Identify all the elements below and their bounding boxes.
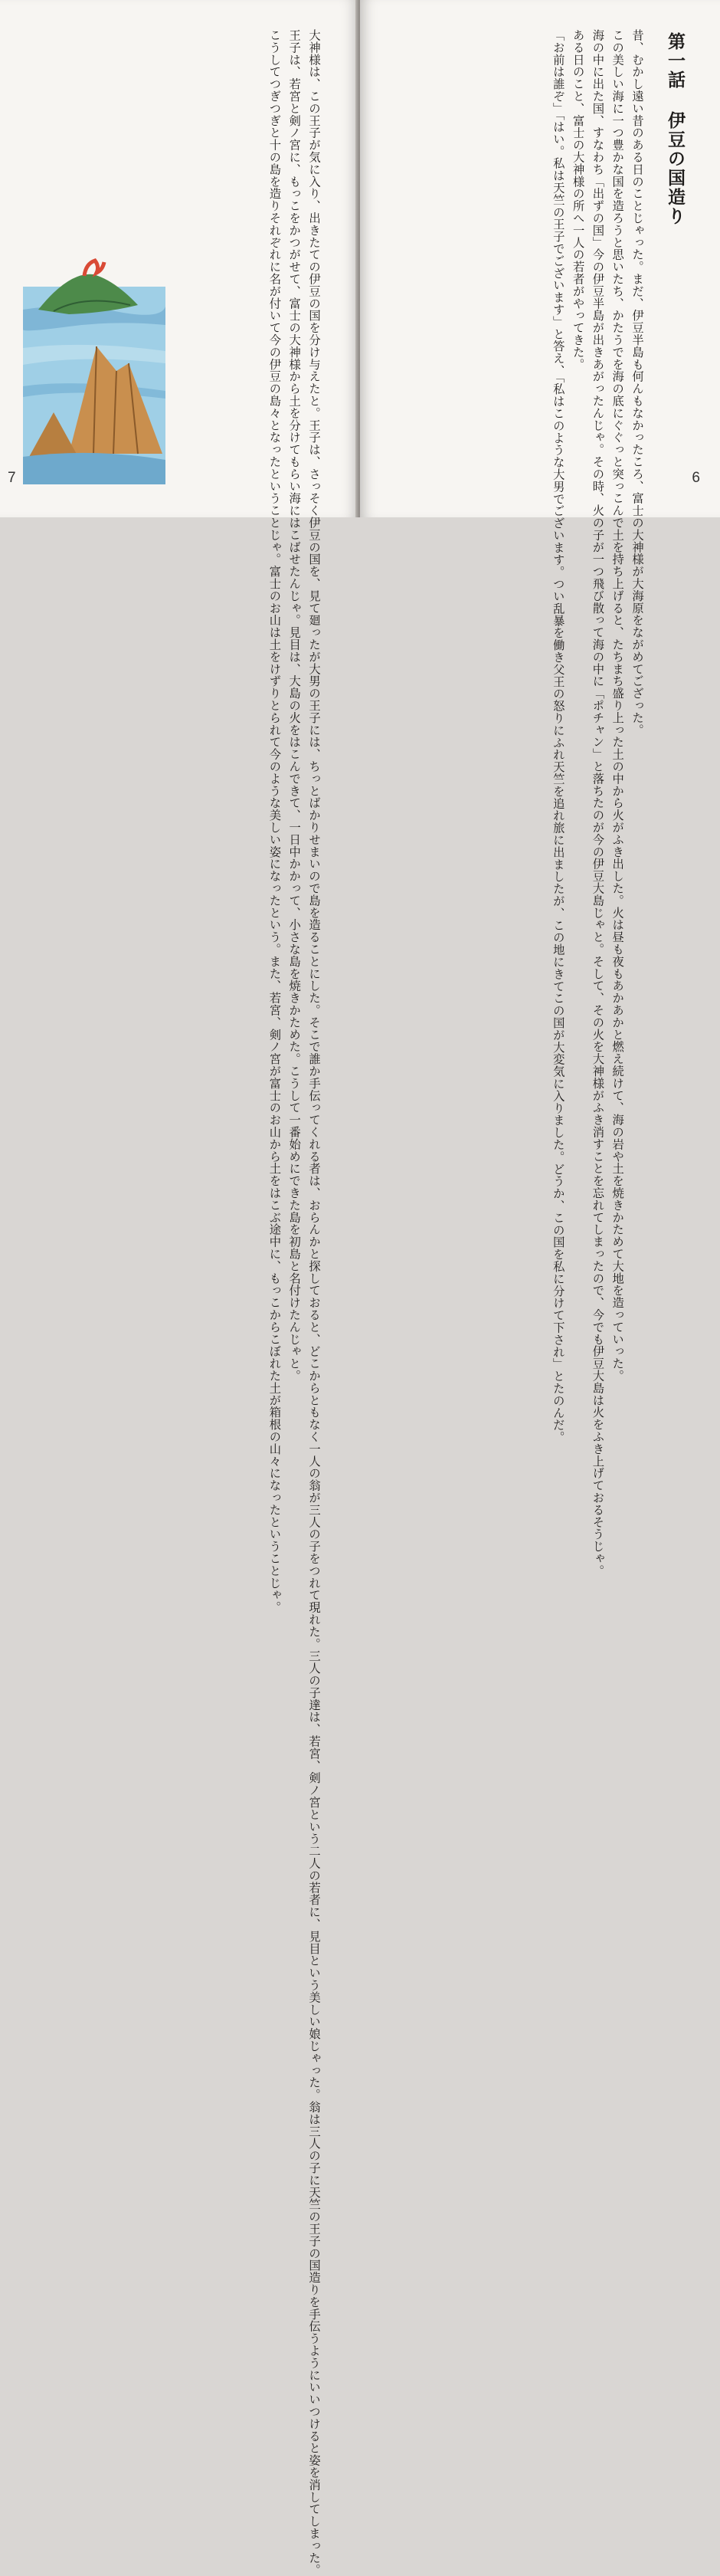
left-page-body (264, 29, 323, 2576)
chapter-number: 第一話 (665, 32, 686, 90)
page-number-left: 7 (8, 470, 16, 486)
volcano-island-illustration (23, 256, 165, 484)
paragraph: ある日のこと、富士の大神様の所へ一人の若者がやってきた。 (571, 29, 585, 371)
chapter-title (663, 32, 688, 226)
paragraph: 海の中に出た国、すなわち「出ずの国」今の伊豆半島が出きあがったんじゃ。その時、火の子が一つ飛び散って海の中に「ポチャン」と落ちたのが今の伊豆大島じゃと。そして、その火を大神様がふき消すことを忘れてしまったので、今でも伊豆大島は火をふき上げておるそうじゃ。 (591, 29, 605, 1577)
paragraph: こうしてつぎつぎと十の島を造りそれぞれに名が付いて今の伊豆の島々となったということじゃ。富士のお山は土をけずりとられて今のような美しい姿になったという。また、若宮、剣ノ宮が富士のお山から土をはこぶ途中に、もっこからこぼれた土が箱根の山々になったということじゃ。 (267, 29, 282, 1613)
paragraph: 大神様は、この王子が気に入り、出きたての伊豆の国を分け与えたと。王子は、さっそく伊豆の国を、見て廻ったが大男の王子には、ちっとばかりせまいので島を造ることにした。そこで誰か手伝ってくれる者は、おらんかと探しておると、どこからともなく一人の翁が三人の子をつれて現れた。三人の子達は、若宮、剣ノ宮という二人の若者に、見目という美しい娘じゃった。翁は三人の子に天竺の王子の国造りを手伝うようにいいつけると姿を消してしまった。 (307, 29, 321, 2576)
paragraph: 「お前は誰ぞ」「はい。私は天竺の王子でございます」と答え、「私はこのような大男でございます。つい乱暴を働き父王の怒りにふれ天竺を追れ旅に出ましたが、この地にきてこの国が大変気に入りました。どうか、この国を私に分けて下され」とたのんだ。 (551, 29, 565, 1443)
paragraph: この美しい海に一つ豊かな国を造ろうと思いたち、かたうでを海の底にぐぐっと突っこんで土を持ち上げると、たちまち盛り上った土の中から火がふき出した。火は昼も夜もあかあかと燃え続けて、海の岩や土を焼きかためて大地を造っていった。 (610, 29, 625, 1382)
right-page (360, 0, 720, 1577)
right-page-body (548, 29, 646, 1577)
paragraph: 昔、むかし遠い昔のある日のことじゃった。まだ、伊豆半島も何んもなかったころ、富士の大神様が大海原をながめてござった。 (630, 29, 644, 737)
left-page (0, 0, 358, 2576)
paragraph: 王子は、若宮と剣ノ宮に、もっこをかつがせて、富士の大神様から土を分けてもらい海にはこばせたんじゃ。見目は、大島の火をはこんできて、一日中かかって、小さな島を焼きかためた。こうして一番始めにできた島を初島と名付けたんじゃと。 (287, 29, 302, 1382)
chapter-name: 伊豆の国造り (665, 111, 686, 226)
page-number-right: 6 (692, 470, 700, 486)
